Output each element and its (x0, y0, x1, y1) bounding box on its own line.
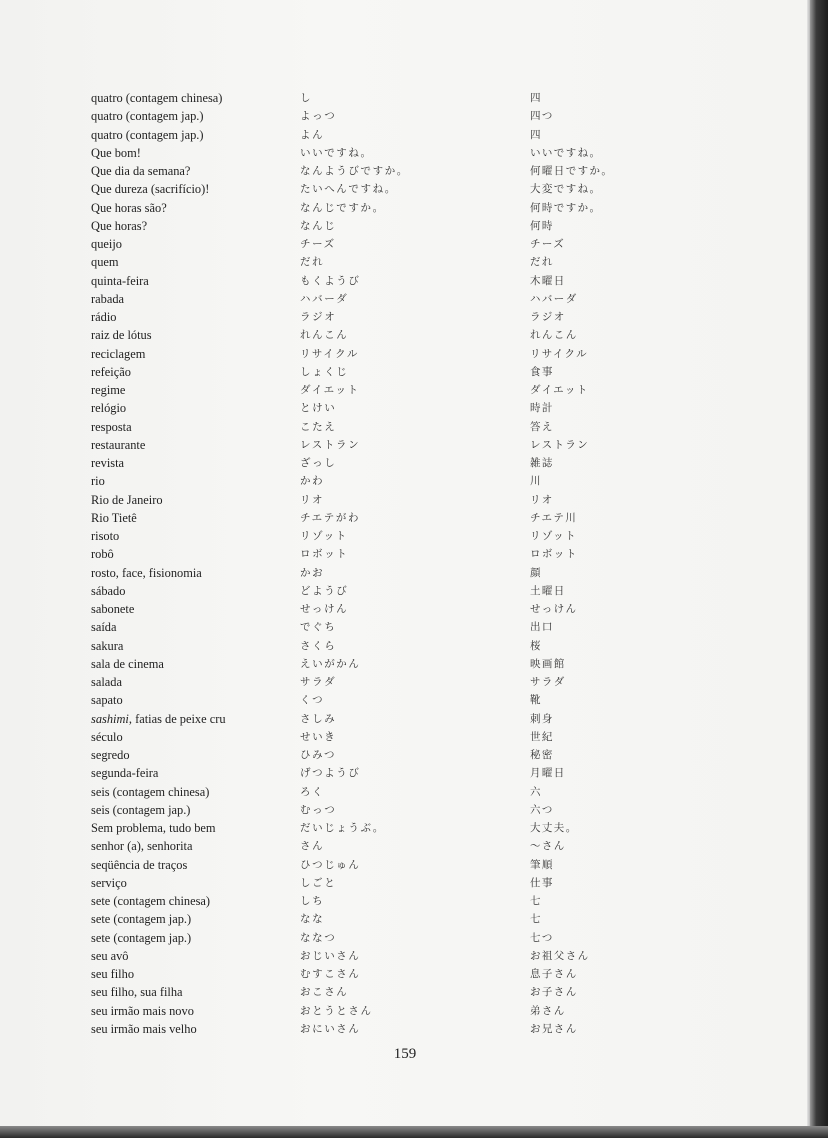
glossary-entry (0, 691, 810, 709)
kanji-writing: 大丈夫。 (530, 822, 578, 834)
kanji-writing: 弟さん (530, 1004, 566, 1017)
portuguese-term: reciclagem (91, 346, 146, 361)
kana-reading: ざっし (300, 457, 337, 469)
kana-reading: いいですね。 (300, 146, 373, 159)
portuguese-term: seu irmão mais novo (91, 1003, 194, 1018)
kana-reading: ななつ (300, 931, 337, 944)
glossary-entry (0, 637, 810, 655)
glossary-entry (0, 783, 810, 801)
glossary-entry (0, 728, 810, 746)
portuguese-term: salada (91, 675, 122, 689)
kana-reading: リサイクル (300, 347, 360, 360)
portuguese-term: relógio (91, 401, 127, 416)
kana-reading: チーズ (300, 238, 336, 250)
glossary-entry (0, 509, 810, 527)
kana-reading: もくようび (300, 274, 361, 287)
kanji-writing: 顔 (530, 566, 542, 579)
kana-reading: むすこさん (300, 968, 361, 980)
kanji-writing: れんこん (530, 329, 578, 342)
kanji-writing: 何時ですか。 (530, 201, 602, 214)
portuguese-term: sapato (91, 693, 123, 708)
kana-reading: なな (300, 913, 325, 926)
kana-reading: しごと (300, 876, 337, 889)
kanji-writing: 何曜日ですか。 (530, 165, 614, 177)
kanji-writing: いいですね。 (530, 146, 602, 159)
scan-edge-right (810, 0, 828, 1138)
kana-reading: ロボット (300, 548, 349, 561)
glossary-entry (0, 217, 810, 235)
portuguese-term: sala de cinema (91, 656, 164, 671)
kanji-writing: 靴 (530, 694, 542, 707)
glossary-entry (0, 363, 810, 381)
kana-reading: しち (300, 895, 325, 907)
portuguese-term: Sem problema, tudo bem (91, 821, 216, 835)
glossary-entry (0, 89, 810, 107)
glossary-entry (0, 436, 810, 454)
portuguese-term: restaurante (91, 437, 146, 452)
portuguese-term: serviço (91, 875, 127, 890)
portuguese-term: segredo (91, 748, 130, 762)
glossary-list (0, 89, 810, 1038)
kana-reading: れんこん (300, 329, 349, 342)
kana-reading: サラダ (300, 676, 337, 688)
kana-reading: たいへんですね。 (300, 183, 397, 196)
glossary-entry (0, 107, 810, 125)
kanji-writing: 答え (530, 420, 554, 433)
glossary-entry (0, 326, 810, 344)
kanji-writing: 六 (530, 785, 542, 798)
kana-reading: せっけん (300, 603, 349, 615)
glossary-entry (0, 126, 810, 144)
kanji-writing: チーズ (530, 238, 566, 250)
kana-reading: ハバーダ (300, 292, 349, 305)
glossary-entry (0, 710, 810, 728)
glossary-entry (0, 1020, 810, 1038)
kanji-writing: 仕事 (530, 876, 554, 889)
kanji-writing: 出口 (530, 621, 554, 634)
kana-reading: リオ (300, 493, 325, 506)
portuguese-term: século (91, 729, 123, 744)
portuguese-term: sete (contagem jap.) (91, 912, 192, 927)
kana-reading: くつ (300, 694, 325, 707)
kana-reading: さしみ (300, 712, 337, 725)
kanji-writing: 息子さん (530, 968, 578, 980)
kanji-writing: リゾット (530, 530, 577, 542)
kanji-writing: チエテ川 (530, 511, 578, 524)
kana-reading: だいじょうぶ。 (300, 822, 385, 834)
glossary-entry (0, 545, 810, 563)
glossary-entry (0, 527, 810, 545)
kanji-writing: 映画館 (530, 657, 566, 670)
glossary-entry (0, 856, 810, 874)
kana-reading: かお (300, 566, 325, 579)
glossary-entry (0, 564, 810, 582)
portuguese-term: seqüência de traços (91, 857, 188, 872)
kana-reading: だれ (300, 256, 325, 269)
kana-reading: とけい (300, 402, 337, 415)
kana-reading: おこさん (300, 986, 349, 999)
kana-reading: リゾット (300, 530, 348, 542)
kanji-writing: 四 (530, 92, 542, 104)
kanji-writing: 秘密 (530, 749, 554, 761)
kana-reading: なんようびですか。 (300, 165, 409, 177)
portuguese-term: Que dia da semana? (91, 164, 191, 178)
portuguese-term: quinta-feira (91, 273, 149, 288)
glossary-entry (0, 801, 810, 819)
portuguese-term-italic: sashimi (91, 711, 129, 726)
portuguese-term: Que horas são? (91, 200, 167, 215)
kanji-writing: お子さん (530, 986, 578, 999)
kanji-writing: 雑誌 (530, 457, 554, 469)
glossary-entry (0, 600, 810, 618)
portuguese-term: rádio (91, 310, 117, 324)
glossary-entry (0, 180, 810, 198)
kana-reading: ダイエット (300, 384, 360, 396)
glossary-entry (0, 381, 810, 399)
portuguese-term: refeição (91, 364, 131, 379)
portuguese-term: Que bom! (91, 145, 141, 160)
portuguese-term: sábado (91, 583, 126, 598)
portuguese-term: regime (91, 383, 126, 397)
kana-reading: チエテがわ (300, 511, 361, 524)
kanji-writing: 時計 (530, 402, 554, 415)
kanji-writing: 世紀 (530, 730, 554, 743)
kana-reading: ラジオ (300, 311, 337, 323)
glossary-entry (0, 399, 810, 417)
portuguese-term: seu filho, sua filha (91, 985, 183, 1000)
kana-reading: さくら (300, 639, 337, 652)
portuguese-term: seis (contagem chinesa) (91, 784, 210, 799)
glossary-entry (0, 582, 810, 600)
glossary-entry (0, 418, 810, 436)
portuguese-term: senhor (a), senhorita (91, 839, 193, 854)
kanji-writing: 月曜日 (530, 767, 566, 780)
glossary-entry (0, 308, 810, 326)
portuguese-term: seu filho (91, 967, 135, 981)
kanji-writing: 刺身 (530, 712, 554, 725)
kanji-writing: 七 (530, 913, 542, 926)
kana-reading: し (300, 92, 313, 104)
glossary-entry (0, 290, 810, 308)
glossary-entry (0, 199, 810, 217)
kanji-writing: お兄さん (530, 1022, 578, 1035)
page-number: 159 (393, 1046, 417, 1062)
glossary-entry (0, 235, 810, 253)
kana-reading: レストラン (300, 438, 361, 451)
kana-reading: せいき (300, 730, 337, 743)
glossary-entry (0, 472, 810, 490)
portuguese-term: Rio de Janeiro (91, 492, 163, 507)
kanji-writing: 大変ですね。 (530, 183, 602, 196)
kana-reading: なんじ (300, 219, 337, 232)
portuguese-term: quem (91, 255, 119, 270)
glossary-entry (0, 253, 810, 271)
scan-edge-bottom (0, 1126, 828, 1138)
glossary-entry (0, 673, 810, 691)
kanji-writing: レストラン (530, 438, 590, 451)
portuguese-term: rio (91, 474, 105, 489)
kanji-writing: お祖父さん (530, 949, 590, 962)
portuguese-term: sete (contagem jap.) (91, 930, 192, 945)
kanji-writing: 四つ (530, 110, 554, 123)
kana-reading: おとうとさん (300, 1004, 373, 1017)
glossary-entry (0, 929, 810, 947)
glossary-entry (0, 272, 810, 290)
kanji-writing: だれ (530, 256, 554, 269)
kana-reading: よっつ (300, 110, 337, 123)
kanji-writing: 桜 (530, 639, 542, 652)
glossary-entry (0, 892, 810, 910)
portuguese-term: quatro (contagem chinesa) (91, 91, 223, 105)
portuguese-term: robô (91, 547, 114, 562)
portuguese-term: seu irmão mais velho (91, 1021, 197, 1036)
portuguese-term: Rio Tietê (91, 510, 137, 525)
portuguese-term: risoto (91, 529, 120, 543)
kana-reading: かわ (300, 475, 325, 488)
kana-reading: おじいさん (300, 949, 361, 962)
glossary-entry (0, 618, 810, 636)
portuguese-term: seu avô (91, 948, 129, 963)
kana-reading: なんじですか。 (300, 201, 385, 214)
glossary-entry (0, 1002, 810, 1020)
kanji-writing: ダイエット (530, 384, 589, 396)
kana-reading: えいがかん (300, 657, 361, 670)
kana-reading: でぐち (300, 621, 337, 634)
kana-reading: げつようび (300, 767, 361, 780)
glossary-entry (0, 910, 810, 928)
kanji-writing: 筆順 (530, 858, 554, 871)
kanji-writing: 木曜日 (530, 274, 566, 287)
kanji-writing: リオ (530, 493, 554, 506)
kanji-writing: 土曜日 (530, 584, 566, 597)
kanji-writing: ハバーダ (530, 292, 578, 305)
kana-reading: ひみつ (300, 749, 337, 761)
portuguese-term: rosto, face, fisionomia (91, 565, 202, 580)
glossary-entry (0, 345, 810, 363)
portuguese-term: sabonete (91, 602, 135, 616)
kana-reading: こたえ (300, 420, 337, 433)
kana-reading: どようび (300, 584, 349, 597)
kanji-writing: ラジオ (530, 311, 566, 323)
kanji-writing: 川 (530, 475, 542, 488)
glossary-entry (0, 837, 810, 855)
glossary-entry (0, 764, 810, 782)
portuguese-term: resposta (91, 419, 132, 434)
portuguese-term: raiz de lótus (91, 328, 152, 343)
glossary-entry (0, 874, 810, 892)
portuguese-term: sakura (91, 638, 124, 653)
portuguese-term: quatro (contagem jap.) (91, 127, 204, 142)
kana-reading: ろく (300, 785, 325, 798)
kanji-writing: リサイクル (530, 347, 589, 360)
glossary-entry (0, 162, 810, 180)
kanji-writing: ロボット (530, 548, 578, 561)
portuguese-term (91, 710, 226, 728)
portuguese-term: rabada (91, 291, 125, 306)
portuguese-term: quatro (contagem jap.) (91, 109, 204, 124)
kana-reading: さん (300, 840, 325, 853)
kana-reading: ひつじゅん (300, 858, 361, 871)
kanji-writing: せっけん (530, 603, 578, 615)
portuguese-term: seis (contagem jap.) (91, 802, 191, 817)
portuguese-term: Que dureza (sacrifício)! (91, 182, 210, 197)
glossary-entry (0, 454, 810, 472)
kanji-writing: 七つ (530, 931, 554, 944)
kanji-writing: 何時 (530, 219, 554, 232)
glossary-entry (0, 746, 810, 764)
portuguese-term: Que horas? (91, 218, 148, 233)
portuguese-term: saída (91, 620, 117, 635)
kanji-writing: 六つ (530, 803, 554, 816)
portuguese-term: segunda-feira (91, 766, 159, 781)
glossary-entry (0, 491, 810, 509)
kanji-writing: サラダ (530, 676, 566, 688)
portuguese-term: sete (contagem chinesa) (91, 894, 211, 908)
kanji-writing: 四 (530, 128, 542, 141)
glossary-entry (0, 947, 810, 965)
kana-reading: しょくじ (300, 365, 349, 378)
glossary-entry (0, 965, 810, 983)
portuguese-term: queijo (91, 237, 122, 251)
portuguese-term: revista (91, 456, 125, 470)
kana-reading: むっつ (300, 803, 337, 816)
kanji-writing: 七 (530, 895, 542, 907)
kana-reading: おにいさん (300, 1022, 361, 1035)
glossary-entry (0, 819, 810, 837)
kana-reading: よん (300, 128, 325, 141)
kanji-writing: 〜さん (530, 840, 566, 853)
glossary-entry (0, 983, 810, 1001)
glossary-entry (0, 655, 810, 673)
glossary-entry (0, 144, 810, 162)
kanji-writing: 食事 (530, 365, 554, 378)
portuguese-term-rest: , fatias de peixe cru (128, 711, 226, 726)
